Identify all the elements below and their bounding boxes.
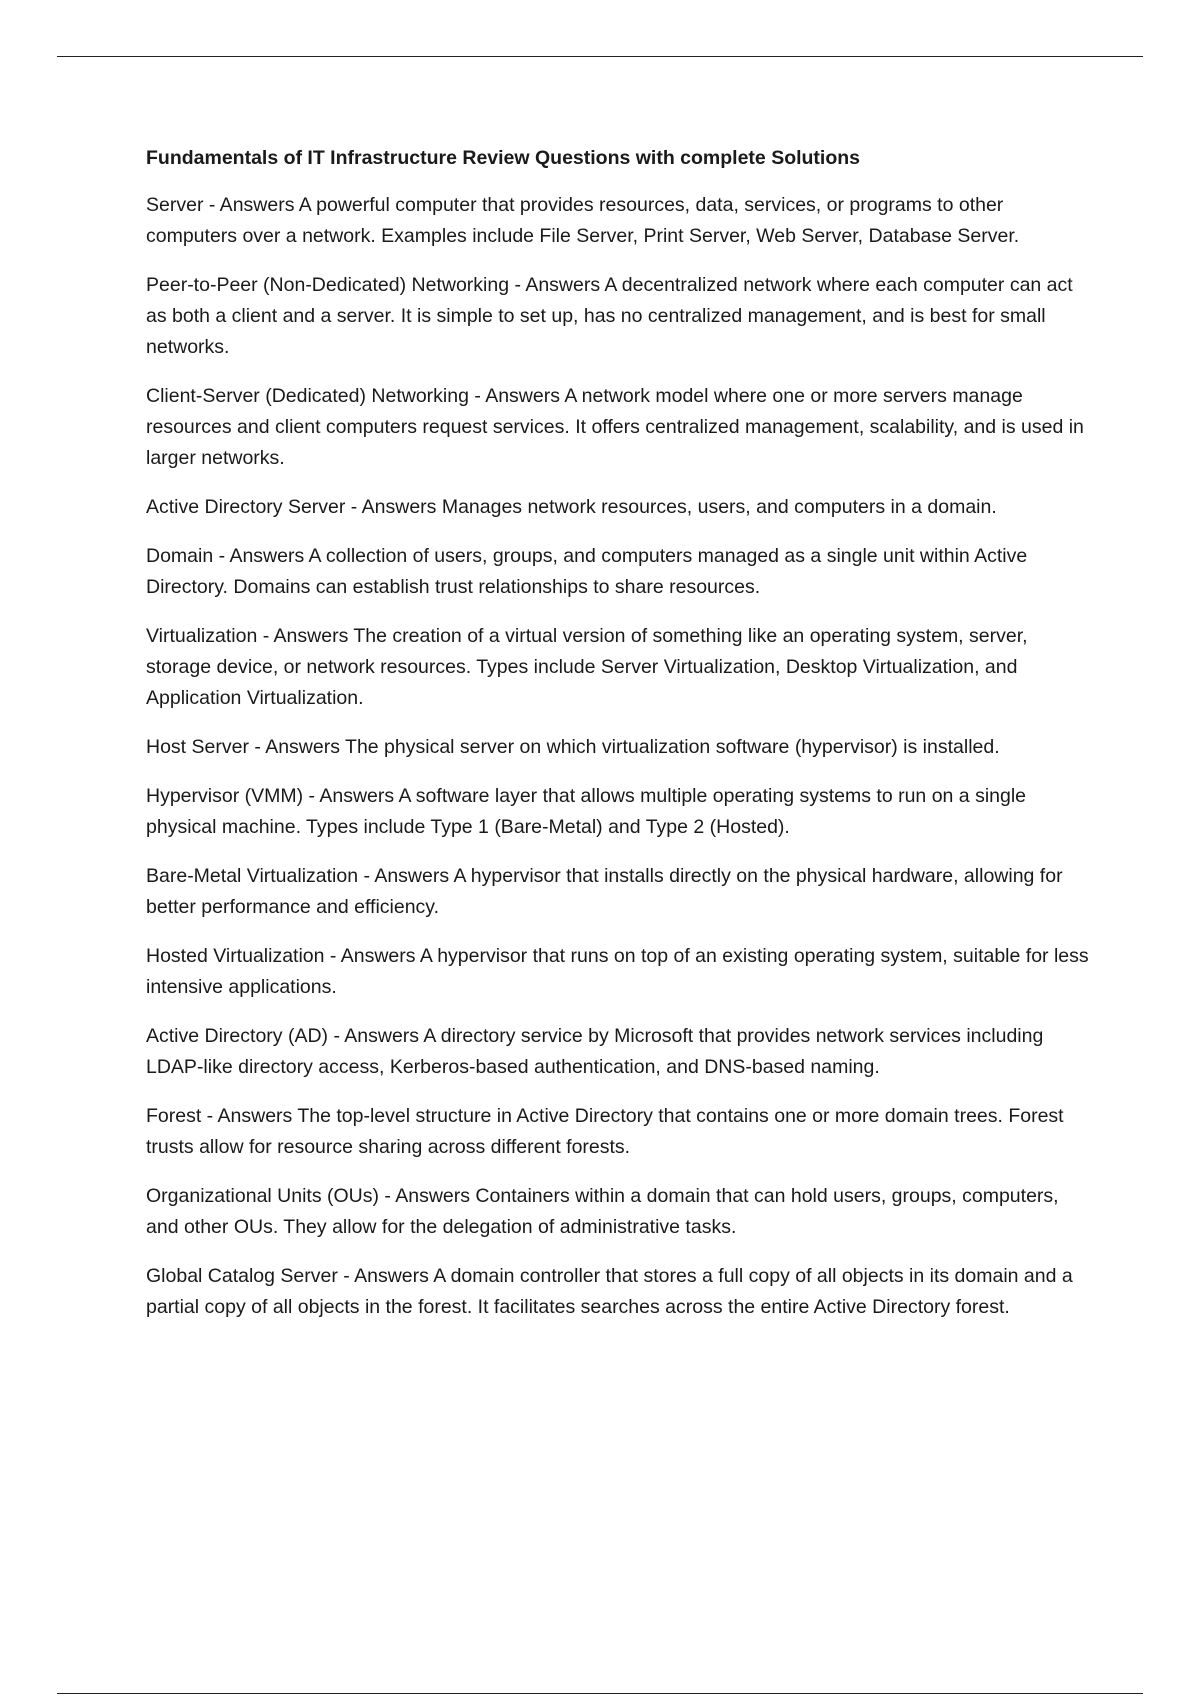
top-divider	[57, 56, 1143, 57]
entry-hosted-virtualization: Hosted Virtualization - Answers A hypervisor that runs on top of an existing operating system, suitable for less intensive applications.	[146, 945, 1089, 998]
entry-bare-metal-virtualization: Bare-Metal Virtualization - Answers A hypervisor that installs directly on the physical hardware, allowing for better performance and efficiency.	[146, 865, 1063, 918]
entry-client-server: Client-Server (Dedicated) Networking - Answers A network model where one or more servers manage resources and client computers request services. It offers centralized management, scalability, and is used in larger networks.	[146, 385, 1084, 469]
bottom-divider	[57, 1693, 1143, 1694]
document-body	[146, 143, 1092, 1341]
entry-domain: Domain - Answers A collection of users, groups, and computers managed as a single unit within Active Directory. Domains can establish trust relationships to share resources.	[146, 545, 1028, 598]
entry-global-catalog-server: Global Catalog Server - Answers A domain controller that stores a full copy of all objects in its domain and a partial copy of all objects in the forest. It facilitates searches across the entire Active Directory forest.	[146, 1265, 1073, 1318]
entry-active-directory-server: Active Directory Server - Answers Manages network resources, users, and computers in a domain.	[146, 496, 997, 518]
entry-active-directory: Active Directory (AD) - Answers A directory service by Microsoft that provides network services including LDAP-like directory access, Kerberos-based authentication, and DNS-based naming.	[146, 1025, 1044, 1078]
entry-virtualization: Virtualization - Answers The creation of a virtual version of something like an operating system, server, storage device, or network resources. Types include Server Virtualization, Desktop Virtualization, and Application Virtualization.	[146, 625, 1028, 709]
document-title: Fundamentals of IT Infrastructure Review Questions with complete Solutions	[146, 147, 861, 169]
entry-host-server: Host Server - Answers The physical server on which virtualization software (hypervisor) is installed.	[146, 736, 1000, 758]
entry-server: Server - Answers A powerful computer that provides resources, data, services, or programs to other computers over a network. Examples include File Server, Print Server, Web Server, Database Server.	[146, 194, 1020, 247]
entry-peer-to-peer: Peer-to-Peer (Non-Dedicated) Networking - Answers A decentralized network where each computer can act as both a client and a server. It is simple to set up, has no centralized management, and is best for small networks.	[146, 274, 1073, 358]
entry-hypervisor: Hypervisor (VMM) - Answers A software layer that allows multiple operating systems to run on a single physical machine. Types include Type 1 (Bare-Metal) and Type 2 (Hosted).	[146, 785, 1027, 838]
entry-organizational-units: Organizational Units (OUs) - Answers Containers within a domain that can hold users, groups, computers, and other OUs. They allow for the delegation of administrative tasks.	[146, 1185, 1059, 1238]
entry-forest: Forest - Answers The top-level structure in Active Directory that contains one or more domain trees. Forest trusts allow for resource sharing across different forests.	[146, 1105, 1064, 1158]
